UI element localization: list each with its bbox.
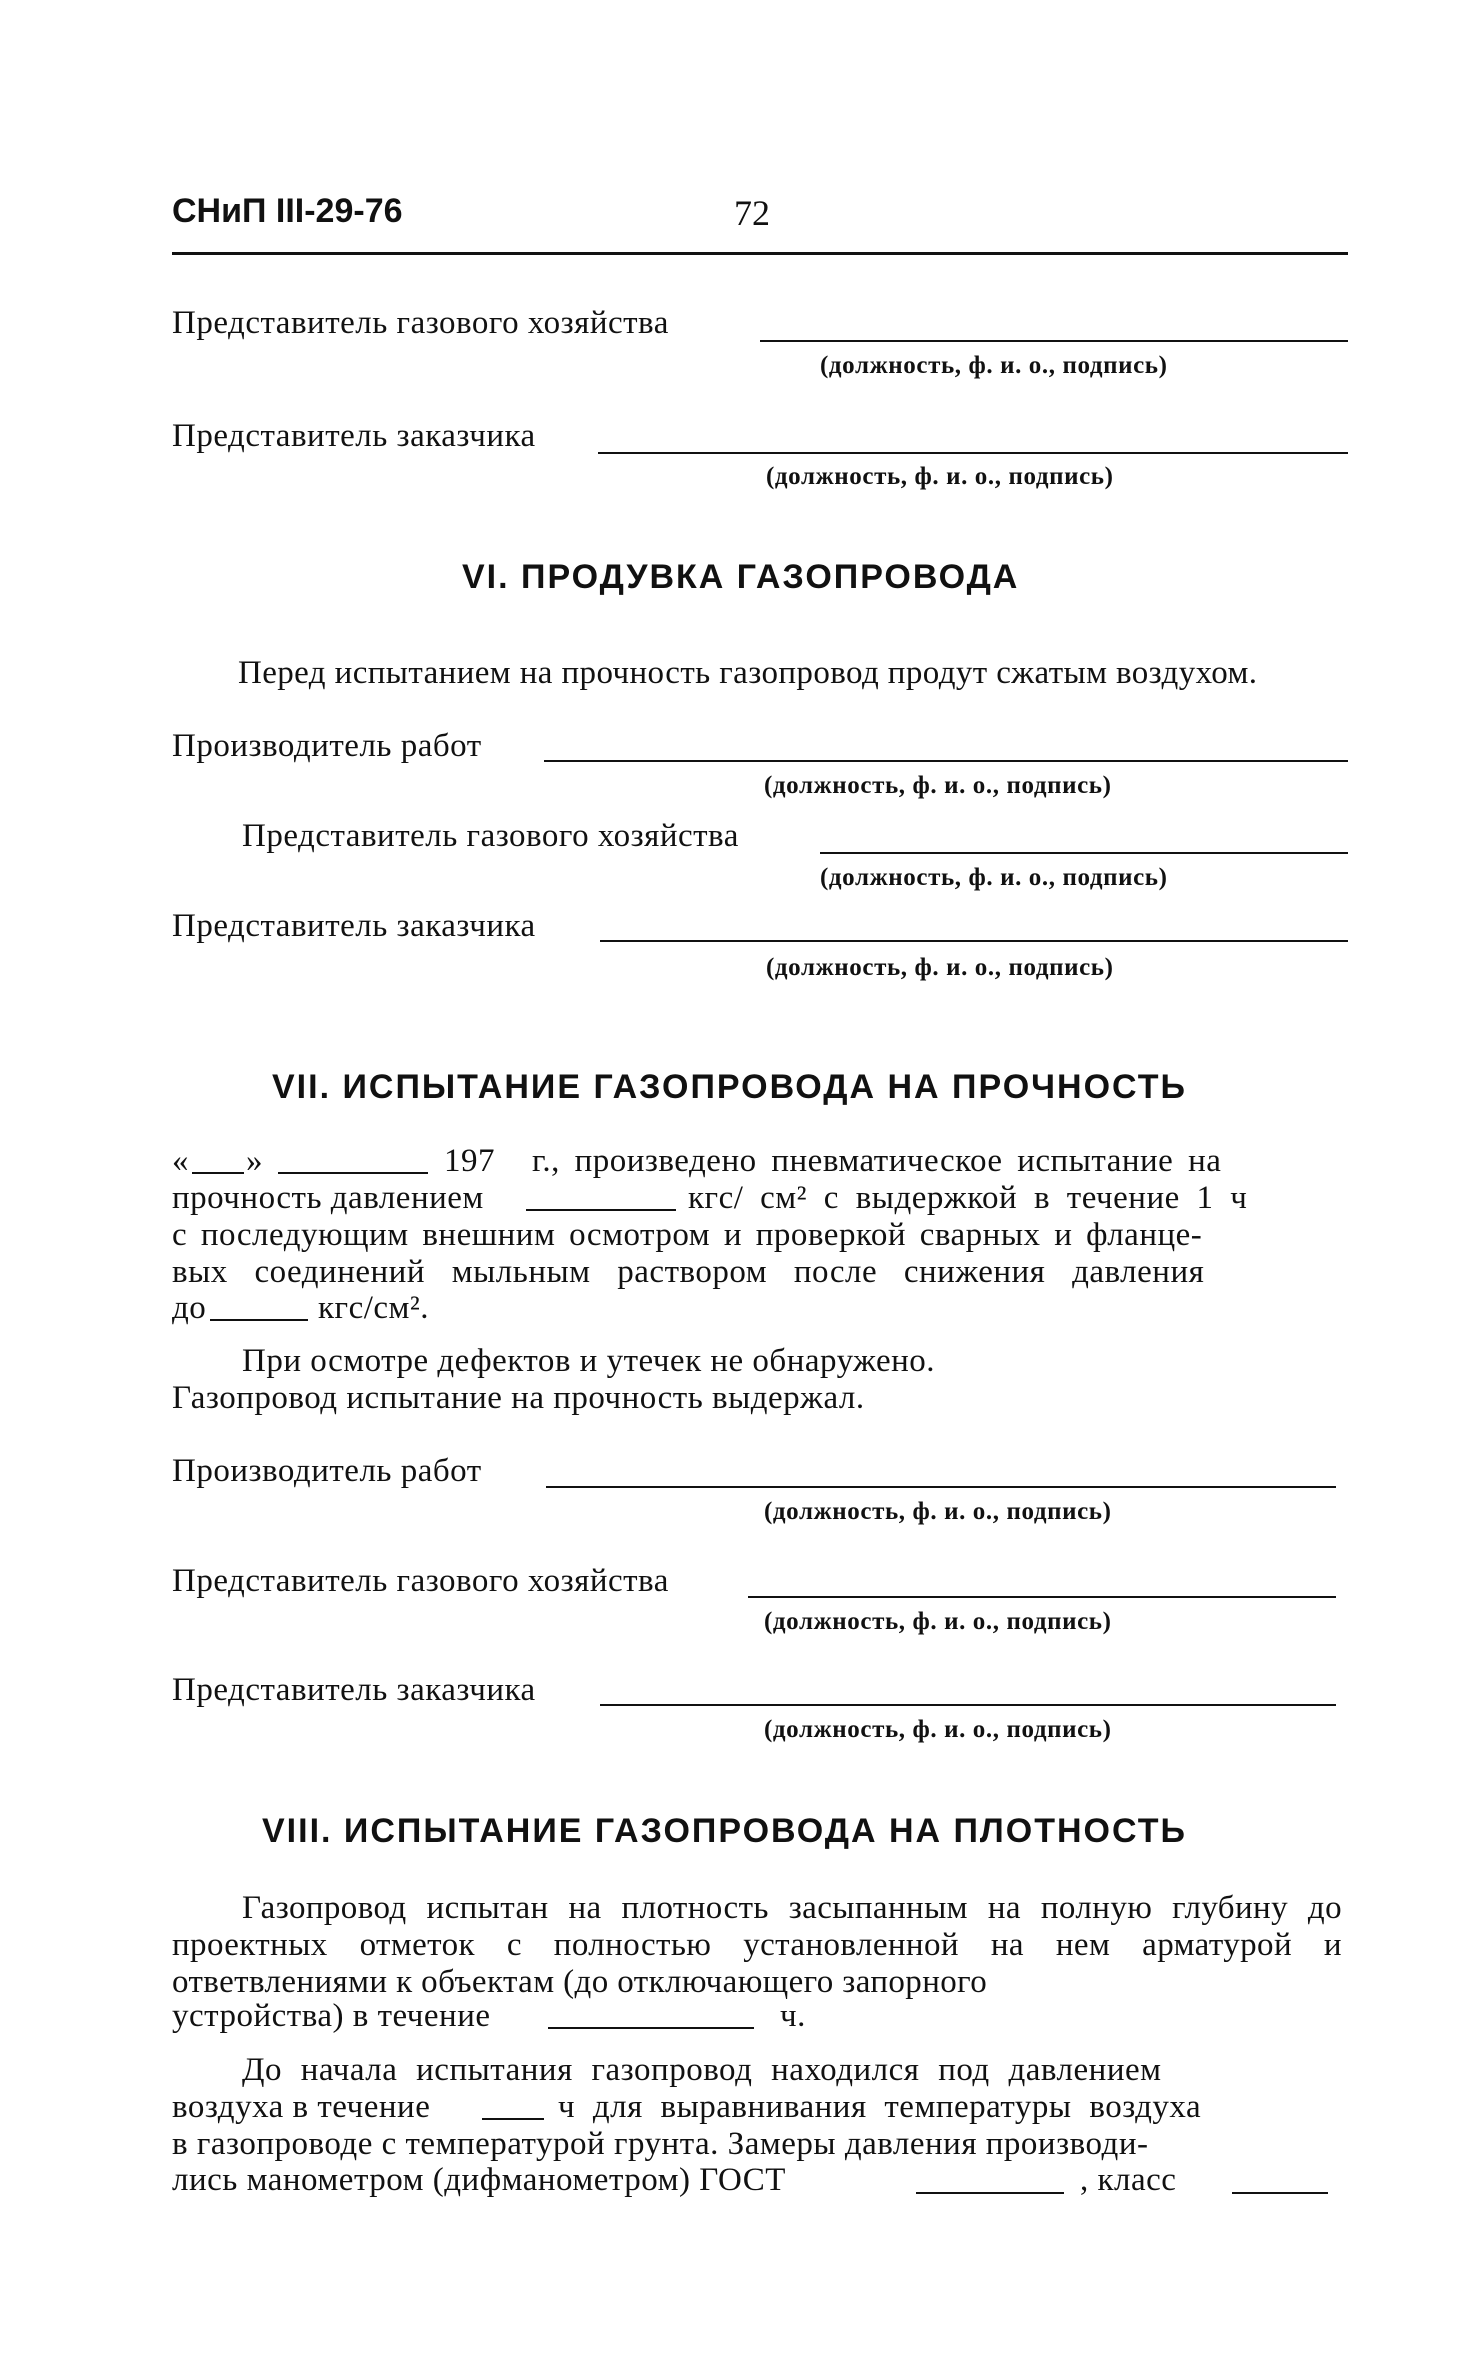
header-rule <box>172 252 1348 255</box>
text-line: устройства) в течение <box>172 1998 491 2034</box>
text-line: кгс/см². <box>318 1290 430 1326</box>
signature-line <box>600 940 1348 942</box>
text-line: , класс <box>1080 2162 1177 2198</box>
paragraph: Газопровод испытание на прочность выдержал. <box>172 1380 865 1416</box>
paragraph: Газопровод испытан на плотность засыпанным на полную глубину до проектных отметок с полностью установленной на нем арматурой и ответвлениями к объектам (до отключающего запорного <box>172 1890 1342 2000</box>
text-line: ч. <box>780 1998 806 2034</box>
blank-line <box>548 2027 754 2029</box>
section-title: VI. ПРОДУВКА ГАЗОПРОВОДА <box>462 558 1020 596</box>
text-line: лись манометром (дифманометром) ГОСТ <box>172 2162 786 2198</box>
document-code: СНиП III-29-76 <box>172 192 403 230</box>
text-line: вых соединений мыльным раствором после снижения давления <box>172 1254 1205 1290</box>
blank-line <box>278 1172 428 1174</box>
section-title: VIII. ИСПЫТАНИЕ ГАЗОПРОВОДА НА ПЛОТНОСТЬ <box>262 1812 1187 1850</box>
text-line: в газопроводе с температурой грунта. Замеры давления производи- <box>172 2126 1149 2162</box>
customer-rep-label: Представитель заказчика <box>172 908 536 944</box>
signature-caption: (должность, ф. и. о., подпись) <box>764 772 1112 799</box>
gas-rep-label: Представитель газового хозяйства <box>172 305 669 341</box>
gas-rep-label: Представитель газового хозяйства <box>242 818 739 854</box>
signature-caption: (должность, ф. и. о., подпись) <box>820 864 1168 891</box>
signature-caption: (должность, ф. и. о., подпись) <box>764 1608 1112 1635</box>
signature-line <box>760 340 1348 342</box>
customer-rep-label: Представитель заказчика <box>172 1672 536 1708</box>
signature-caption: (должность, ф. и. о., подпись) <box>820 352 1168 379</box>
signature-line <box>820 852 1348 854</box>
signature-line <box>546 1486 1336 1488</box>
signature-caption: (должность, ф. и. о., подпись) <box>766 954 1114 981</box>
paragraph: При осмотре дефектов и утечек не обнаружено. <box>242 1343 936 1379</box>
text-line: с последующим внешним осмотром и проверкой сварных и фланце- <box>172 1217 1203 1253</box>
signature-caption: (должность, ф. и. о., подпись) <box>764 1716 1112 1743</box>
signature-line <box>544 760 1348 762</box>
text-line: воздуха в течение <box>172 2089 431 2125</box>
blank-line <box>210 1319 308 1321</box>
year-prefix: 197 <box>444 1143 495 1179</box>
signature-caption: (должность, ф. и. о., подпись) <box>766 463 1114 490</box>
blank-line <box>916 2192 1064 2194</box>
date-open-quote: « <box>172 1143 189 1179</box>
works-label: Производитель работ <box>172 1453 482 1489</box>
paragraph: Перед испытанием на прочность газопровод продут сжатым воздухом. <box>238 655 1258 691</box>
customer-rep-label: Представитель заказчика <box>172 418 536 454</box>
blank-line <box>482 2118 544 2120</box>
text-line: г., произведено пневматическое испытание на <box>532 1143 1222 1179</box>
section-title: VII. ИСПЫТАНИЕ ГАЗОПРОВОДА НА ПРОЧНОСТЬ <box>272 1068 1187 1106</box>
text-line: кгс/ см² с выдержкой в течение 1 ч <box>688 1180 1248 1216</box>
blank-line <box>192 1172 244 1174</box>
signature-line <box>600 1704 1336 1706</box>
text-line: ч для выравнивания температуры воздуха <box>558 2089 1202 2125</box>
text-line: прочность давлением <box>172 1180 484 1216</box>
blank-line <box>526 1209 676 1211</box>
gas-rep-label: Представитель газового хозяйства <box>172 1563 669 1599</box>
signature-line <box>598 452 1348 454</box>
date-close-quote: » <box>246 1143 263 1179</box>
signature-line <box>748 1596 1336 1598</box>
works-label: Производитель работ <box>172 728 482 764</box>
signature-caption: (должность, ф. и. о., подпись) <box>764 1498 1112 1525</box>
blank-line <box>1232 2192 1328 2194</box>
page-number: 72 <box>734 193 770 233</box>
text-line: до <box>172 1290 207 1326</box>
text-line: До начала испытания газопровод находился под давлением <box>242 2052 1162 2088</box>
